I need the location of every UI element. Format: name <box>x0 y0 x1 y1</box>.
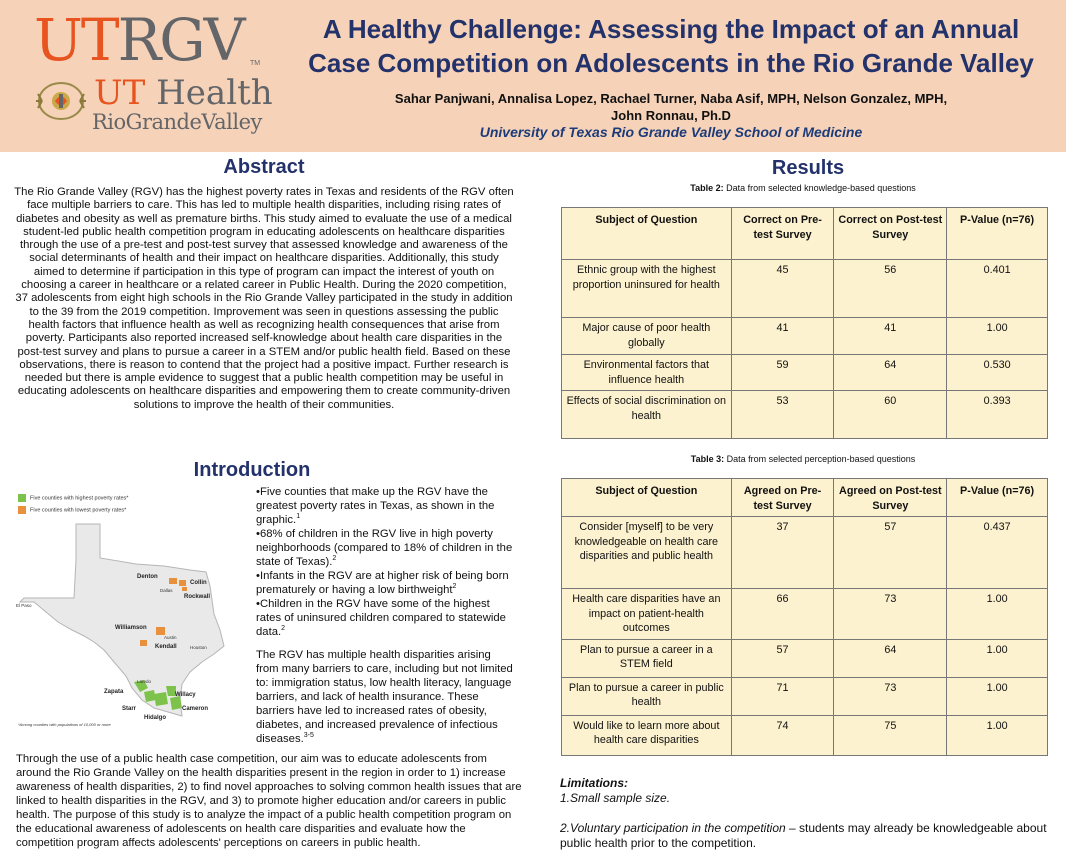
intro-bullet-1 <box>256 485 514 527</box>
ut-health-region: RioGrandeValley <box>92 110 262 134</box>
table-cell: 73 <box>834 589 947 640</box>
table-3-header: P-Value (n=76) <box>947 479 1048 517</box>
limitation-item-2-rest: – students may already be knowledgeable about public health prior to the competition. <box>560 821 1047 850</box>
table-3-caption-text: Data from selected perception-based questions <box>724 454 916 464</box>
label-starr: Starr <box>122 706 137 712</box>
logo-trademark: TM <box>250 60 261 67</box>
intro-para-2-text: The RGV has multiple health disparities arising from many barriers to care, including but not limited to: immigration status, low health literacy, language barriers, and lack of health insurance. These barriers have led to increased rates of obesity, diabetes, and increased prevalence of infectious diseases. <box>256 649 513 745</box>
table-cell: 56 <box>834 260 947 318</box>
label-kendall: Kendall <box>155 644 177 650</box>
label-collin: Collin <box>190 580 207 586</box>
table-cell: 1.00 <box>947 639 1048 677</box>
introduction-bullets <box>256 485 514 639</box>
table-2-header: Correct on Pre-test Survey <box>731 208 834 260</box>
city-dallas: Dallas <box>160 588 173 593</box>
affiliation: University of Texas Rio Grande Valley School of Medicine <box>479 124 863 140</box>
limitation-item-2 <box>560 821 1050 850</box>
poster-header <box>0 0 1066 152</box>
county-denton-shape <box>169 578 177 584</box>
limitations-heading: Limitations: <box>560 776 628 790</box>
county-collin-shape <box>179 580 186 586</box>
intro-bullet-1-ref: 1 <box>296 513 301 521</box>
intro-bullet-2-ref: 2 <box>332 555 337 563</box>
introduction-paragraph-3: Through the use of a public health case competition, our aim was to educate adolescents from around the Rio Grande Valley on the health disparities present in the region in order to 1) increase awareness of health disparities, 2) to find novel approaches to solving common health issues that are linked to health disparities in the RGV, and 3) to promote higher education and/or careers in public health. The purpose of this study is to analyze the impact of a public health competition program on the educational awareness of adolescents on health care disparities and evaluate how the competition program affects adolescents' perceptions on careers in public health. <box>16 753 522 849</box>
title-line-2: Case Competition on Adolescents in the Rio Grande Valley <box>308 48 1034 78</box>
intro-bullet-3-text: •Infants in the RGV are at higher risk of being born prematurely or having a low birthweight <box>256 570 509 596</box>
county-cameron-shape <box>170 696 182 710</box>
texas-poverty-map <box>14 490 246 736</box>
introduction-paragraph-2 <box>256 648 514 746</box>
limitations <box>560 776 1050 850</box>
introduction-heading: Introduction <box>193 459 311 481</box>
table-3-header: Subject of Question <box>562 479 732 517</box>
limitation-item-2-italic: 2.Voluntary participation in the competition <box>560 821 786 835</box>
intro-bullet-3-ref: 2 <box>452 583 457 591</box>
table-cell: 64 <box>834 639 947 677</box>
table-cell: 1.00 <box>947 715 1048 755</box>
table-cell: 74 <box>731 715 834 755</box>
label-williamson: Williamson <box>115 625 147 631</box>
table-cell: 66 <box>731 589 834 640</box>
table-3-caption <box>560 454 1046 464</box>
table-cell: 59 <box>731 355 834 391</box>
table-2 <box>561 207 1048 439</box>
table-2-header-row <box>562 208 1048 260</box>
city-austin: Austin <box>164 635 177 640</box>
limitations-spacer <box>560 805 1050 821</box>
label-zapata: Zapata <box>104 689 124 695</box>
table-cell: 0.437 <box>947 517 1048 589</box>
ut-health-wordmark <box>94 74 273 112</box>
table-row <box>562 260 1048 318</box>
table-row <box>562 677 1048 715</box>
intro-bullet-2-text: •68% of children in the RGV live in high poverty neighborhoods (compared to 18% of children in the state of Texas). <box>256 528 513 568</box>
table-2-caption <box>560 183 1046 193</box>
authors-line-2: John Ronnau, Ph.D <box>611 108 731 123</box>
table-cell: Ethnic group with the highest proportion uninsured for health <box>562 260 732 318</box>
table-cell: Health care disparities have an impact on patient-health outcomes <box>562 589 732 640</box>
table-3-caption-label: Table 3: <box>690 454 725 464</box>
table-row <box>562 715 1048 755</box>
table-cell: 60 <box>834 391 947 439</box>
table-cell: 71 <box>731 677 834 715</box>
table-2-header: P-Value (n=76) <box>947 208 1048 260</box>
table-cell: 75 <box>834 715 947 755</box>
map-footnote: *Among counties with populations of 10,000 or more <box>18 722 111 727</box>
intro-bullet-3 <box>256 569 514 597</box>
county-williamson-shape <box>156 627 165 635</box>
table-cell: 0.530 <box>947 355 1048 391</box>
legend-high-label: Five counties with highest poverty rates* <box>30 495 129 502</box>
county-kendall-shape <box>140 640 147 646</box>
authors <box>282 90 1060 124</box>
table-cell: Would like to learn more about health care disparities <box>562 715 732 755</box>
abstract-text: The Rio Grande Valley (RGV) has the highest poverty rates in Texas and residents of the RGV often face multiple barriers to care. This has led to multiple health disparities, including rising rates of diabetes and obesity as well as premature births. This study aimed to evaluate the use of a medical student-led public health competition program in educating adolescents on healthcare disparities through the use of a pre-test and post-test survey that assessed knowledge and awareness of the social determinants of health and their impact on healthcare disparities. Additionally, this study aimed to determine if participation in this type of program can impact the interest of youth on choosing a career in healthcare or a related career in Public Health. During the 2020 competition, 37 adolescents from eight high schools in the Rio Grande Valley participated in the study in addition to the 39 from the 2019 competition. Improvement was seen in questions assessing the public health factors that influence health as well as recognizing health consequences that arise from poverty. Participants also reported increased self-knowledge about health care disparities in the post-test survey and plans to pursue a career in a STEM and/or public health field. Based on these observations, there is reason to contend that the project had a positive impact. Further research is needed but there is ample evidence to suggest that a public health competition may be useful in educating adolescents on healthcare disparities and empowering them to create community-driven solutions to improve the health of their communities. <box>14 186 514 411</box>
table-row <box>562 589 1048 640</box>
table-cell: Plan to pursue a career in public health <box>562 677 732 715</box>
table-cell: 0.393 <box>947 391 1048 439</box>
table-cell: 41 <box>731 318 834 355</box>
table-row <box>562 517 1048 589</box>
table-cell: 64 <box>834 355 947 391</box>
table-2-header: Subject of Question <box>562 208 732 260</box>
table-cell: 1.00 <box>947 677 1048 715</box>
table-3-header-row <box>562 479 1048 517</box>
table-cell: 37 <box>731 517 834 589</box>
intro-bullet-4 <box>256 597 514 639</box>
table-cell: 73 <box>834 677 947 715</box>
table-cell: 1.00 <box>947 318 1048 355</box>
ut-health-ut: UT <box>94 73 146 113</box>
table-row <box>562 639 1048 677</box>
abstract-heading: Abstract <box>223 156 305 178</box>
table-cell: 41 <box>834 318 947 355</box>
table-3-header: Agreed on Pre-test Survey <box>731 479 834 517</box>
intro-bullet-4-text: •Children in the RGV have some of the highest rates of uninsured children compared to statewide data. <box>256 598 506 638</box>
city-el-paso: El Paso <box>16 603 32 608</box>
logo-ut-text: UT <box>34 6 118 74</box>
limitation-item-1: 1.Small sample size. <box>560 790 671 805</box>
intro-bullet-4-ref: 2 <box>281 625 286 633</box>
table-cell: Environmental factors that influence health <box>562 355 732 391</box>
intro-bullet-2 <box>256 527 514 569</box>
results-heading: Results <box>771 157 845 179</box>
utrgv-logo <box>34 8 243 72</box>
table-2-header: Correct on Post-test Survey <box>834 208 947 260</box>
table-cell: Plan to pursue a career in a STEM field <box>562 639 732 677</box>
table-cell: Effects of social discrimination on health <box>562 391 732 439</box>
ut-health-health: Health <box>156 73 273 113</box>
label-cameron: Cameron <box>182 706 209 712</box>
table-cell: 53 <box>731 391 834 439</box>
poster-title <box>282 12 1060 80</box>
table-cell: Consider [myself] to be very knowledgeable on health care disparities and public health <box>562 517 732 589</box>
label-willacy: Willacy <box>175 692 196 698</box>
county-starr-shape <box>144 690 156 702</box>
label-hidalgo: Hidalgo <box>144 715 166 721</box>
table-cell: Major cause of poor health globally <box>562 318 732 355</box>
table-row <box>562 318 1048 355</box>
logo-rgv-text: RGV <box>117 6 244 74</box>
table-2-caption-label: Table 2: <box>690 183 724 193</box>
label-rockwall: Rockwall <box>184 594 211 600</box>
ut-health-logo <box>34 74 274 138</box>
authors-line-1: Sahar Panjwani, Annalisa Lopez, Rachael Turner, Naba Asif, MPH, Nelson Gonzalez, MPH, <box>394 91 948 106</box>
intro-para-2-ref: 3-5 <box>303 732 314 740</box>
county-rockwall-shape <box>182 587 187 591</box>
table-3 <box>561 478 1048 756</box>
health-seal-icon <box>34 80 88 122</box>
legend-low-label: Five counties with lowest poverty rates* <box>30 507 127 514</box>
table-row <box>562 355 1048 391</box>
texas-outline <box>14 490 246 722</box>
title-line-1: A Healthy Challenge: Assessing the Impact of an Annual <box>322 14 1020 44</box>
label-denton: Denton <box>137 574 158 580</box>
table-cell: 57 <box>834 517 947 589</box>
table-2-caption-text: Data from selected knowledge-based questions <box>723 183 916 193</box>
table-row <box>562 391 1048 439</box>
table-cell: 57 <box>731 639 834 677</box>
city-houston: Houston <box>190 645 207 650</box>
intro-bullet-1-text: •Five counties that make up the RGV have the greatest poverty rates in Texas, as shown in the graphic. <box>256 486 495 526</box>
table-cell: 45 <box>731 260 834 318</box>
table-cell: 0.401 <box>947 260 1048 318</box>
city-laredo: Laredo <box>137 679 152 684</box>
table-3-header: Agreed on Post-test Survey <box>834 479 947 517</box>
table-cell: 1.00 <box>947 589 1048 640</box>
county-hidalgo-shape <box>154 692 168 706</box>
